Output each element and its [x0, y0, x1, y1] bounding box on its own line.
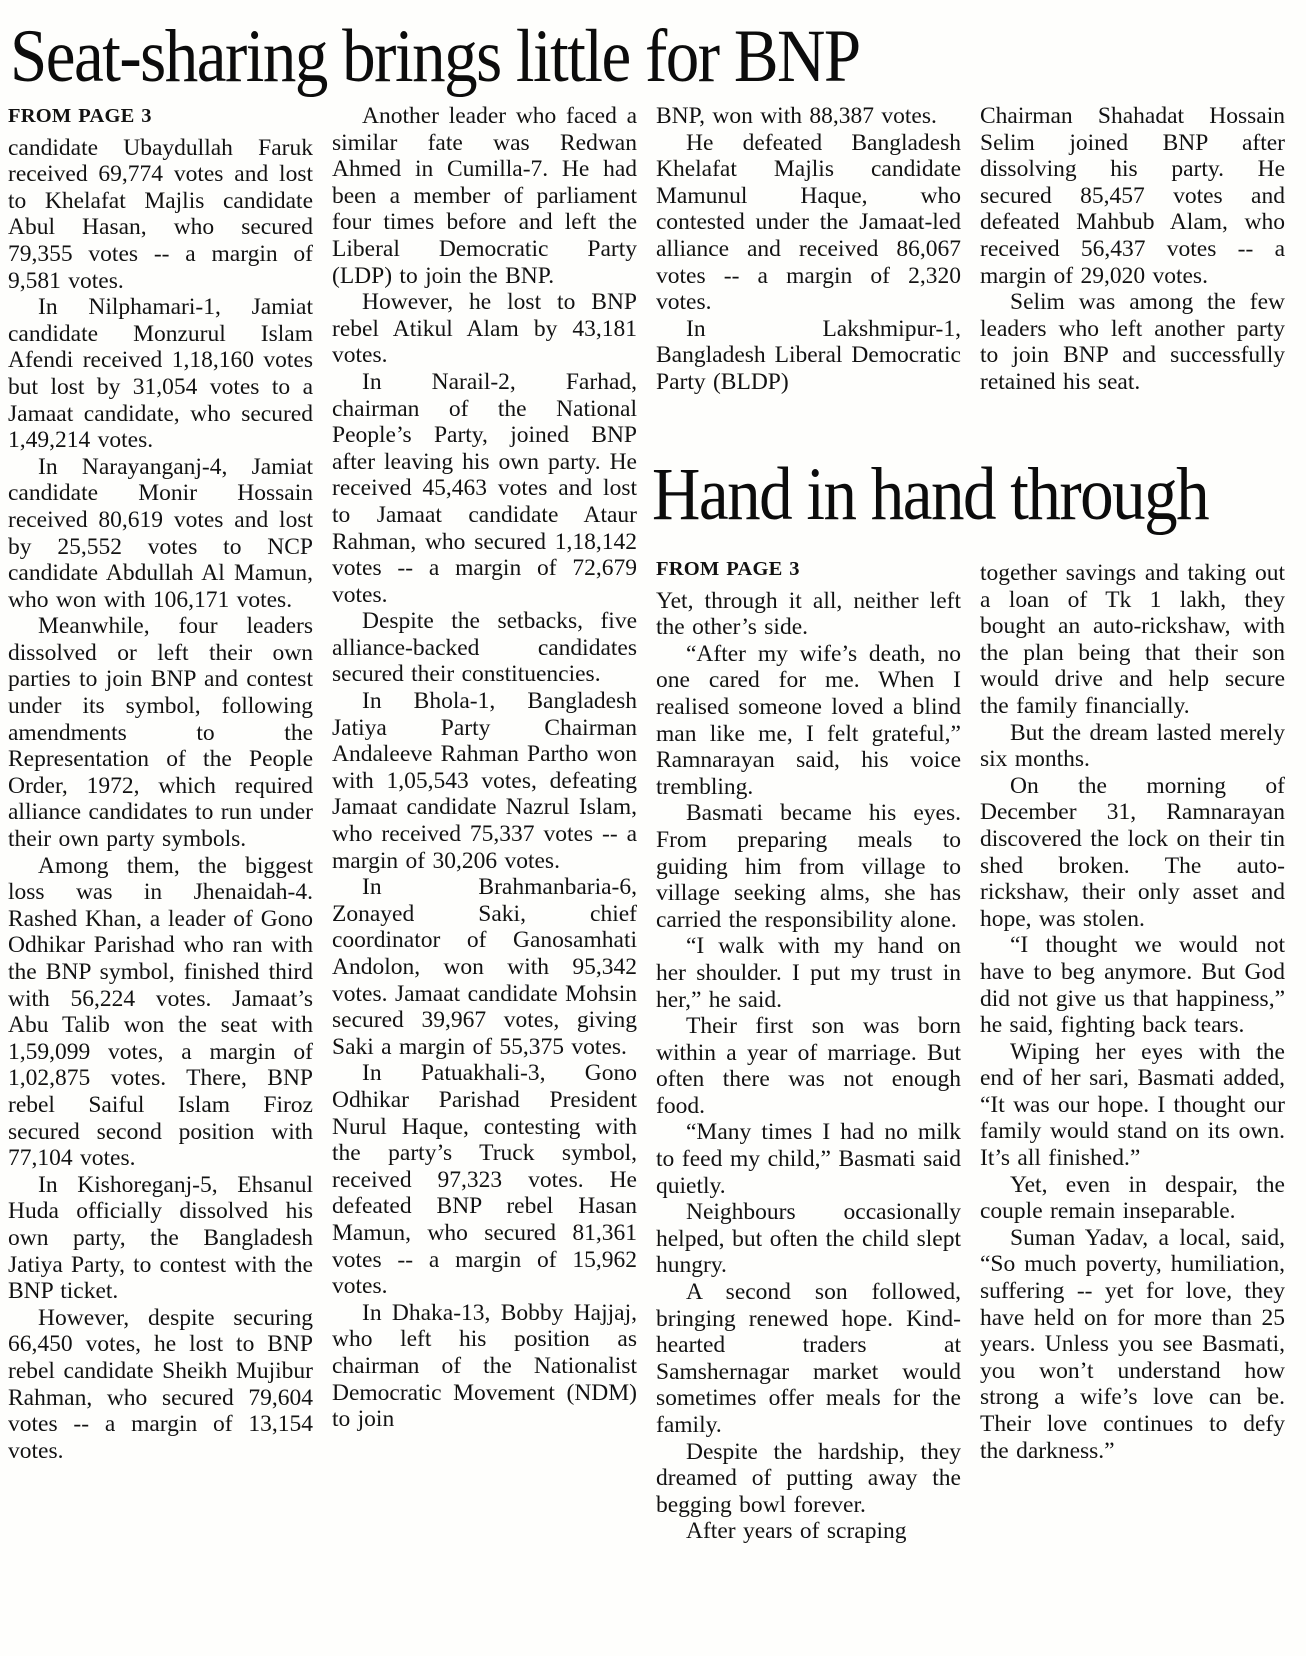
- article1-frompage-label: FROM PAGE 3: [8, 105, 152, 127]
- paragraph: In Narayanganj-4, Jamiat candidate Monir Hossain received 80,619 votes and lost by 25,552 votes to NCP candidate Abdullah Al Mamun, who won with 106,171 votes.: [8, 453, 313, 613]
- article1-column-3: [656, 103, 961, 396]
- paragraph: In Narail-2, Farhad, chairman of the National People’s Party, joined BNP after leaving his own party. He received 45,463 votes and lost to Jamaat candidate Ataur Rahman, who secured 1,18,142 votes -- a margin of 72,679 votes.: [332, 368, 637, 608]
- paragraph: In Patuakhali-3, Gono Odhikar Parishad President Nurul Haque, contesting with the party’s Truck symbol, received 97,323 votes. He defeated BNP rebel Hasan Mamun, who secured 81,361 votes -- a margin of 15,962 votes.: [332, 1060, 637, 1300]
- article1-column-1-text: [8, 135, 313, 1465]
- paragraph: “I thought we would not have to beg anymore. But God did not give us that happiness,” he said, fighting back tears.: [980, 932, 1285, 1039]
- paragraph: Yet, even in despair, the couple remain inseparable.: [980, 1171, 1285, 1225]
- paragraph: In Nilphamari-1, Jamiat candidate Monzurul Islam Afendi received 1,18,160 votes but lost by 31,054 votes to a Jamaat candidate, who secured 1,49,214 votes.: [8, 294, 313, 454]
- paragraph: Despite the hardship, they dreamed of putting away the begging bowl forever.: [656, 1438, 961, 1518]
- paragraph: “Many times I had no milk to feed my child,” Basmati said quietly.: [656, 1119, 961, 1199]
- paragraph: In Dhaka-13, Bobby Hajjaj, who left his position as chairman of the Nationalist Democratic Movement (NDM) to join: [332, 1299, 637, 1433]
- paragraph: Chairman Shahadat Hossain Selim joined BNP after dissolving his party. He secured 85,457 votes and defeated Mahbub Alam, who received 56,437 votes -- a margin of 29,020 votes.: [980, 103, 1285, 289]
- paragraph: In Lakshmipur-1, Bangladesh Liberal Democratic Party (BLDP): [656, 315, 961, 395]
- article1-column-2: [332, 103, 637, 1433]
- paragraph: Another leader who faced a similar fate was Redwan Ahmed in Cumilla-7. He had been a member of parliament four times before and left the Liberal Democratic Party (LDP) to join the BNP.: [332, 103, 637, 289]
- paragraph: But the dream lasted merely six months.: [980, 719, 1285, 773]
- paragraph: candidate Ubaydullah Faruk received 69,774 votes and lost to Khelafat Majlis candidate Abul Hasan, who secured 79,355 votes -- a margin of 9,581 votes.: [8, 134, 313, 294]
- article1-column-2-text: [332, 103, 637, 1433]
- paragraph: Despite the setbacks, five alliance-backed candidates secured their constituencies.: [332, 608, 637, 688]
- paragraph: In Kishoreganj-5, Ehsanul Huda officially dissolved his own party, the Bangladesh Jatiya Party, to contest with the BNP ticket.: [8, 1171, 313, 1305]
- paragraph: Neighbours occasionally helped, but often the child slept hungry.: [656, 1199, 961, 1279]
- article2-column-2-text: [980, 560, 1285, 1464]
- paragraph: Among them, the biggest loss was in Jhenaidah-4. Rashed Khan, a leader of Gono Odhikar Parishad who ran with the BNP symbol, finished third with 56,224 votes. Jamaat’s Abu Talib won the seat with 1,59,099 votes, a margin of 1,02,875 votes. There, BNP rebel Saiful Islam Firoz secured second position with 77,104 votes.: [8, 852, 313, 1172]
- article1-column-4-text: [980, 103, 1285, 396]
- article2-headline: Hand in hand through: [652, 453, 1209, 536]
- paragraph: “After my wife’s death, no one cared for me. When I realised someone loved a blind man like me, I felt grateful,” Ramnarayan said, his voice trembling.: [656, 640, 961, 800]
- paragraph: “I walk with my hand on her shoulder. I put my trust in her,” he said.: [656, 933, 961, 1013]
- paragraph: Meanwhile, four leaders dissolved or left their own parties to join BNP and contest under its symbol, following amendments to the Representation of the People Order, 1972, which required alliance candidates to run under their own party symbols.: [8, 613, 313, 853]
- article1-column-1: [8, 103, 313, 1464]
- article1-column-3-text: [656, 103, 961, 396]
- paragraph: In Bhola-1, Bangladesh Jatiya Party Chairman Andaleeve Rahman Partho won with 1,05,543 votes, defeating Jamaat candidate Nazrul Islam, who received 75,337 votes -- a margin of 30,206 votes.: [332, 688, 637, 874]
- paragraph: In Brahmanbaria-6, Zonayed Saki, chief coordinator of Ganosamhati Andolon, won with 95,342 votes. Jamaat candidate Mohsin secured 39,967 votes, giving Saki a margin of 55,375 votes.: [332, 874, 637, 1060]
- paragraph: Basmati became his eyes. From preparing meals to guiding him from village to village seeking alms, she has carried the responsibility alone.: [656, 800, 961, 933]
- paragraph: On the morning of December 31, Ramnarayan discovered the lock on their tin shed broken. The auto-rickshaw, their only asset and hope, was stolen.: [980, 772, 1285, 932]
- article2-frompage-label: FROM PAGE 3: [656, 558, 800, 580]
- paragraph: together savings and taking out a loan of Tk 1 lakh, they bought an auto-rickshaw, with the plan being that their son would drive and help secure the family financially.: [980, 560, 1285, 719]
- paragraph: Wiping her eyes with the end of her sari, Basmati added, “It was our hope. I thought our family would stand on its own. It’s all finished.”: [980, 1038, 1285, 1172]
- paragraph: BNP, won with 88,387 votes.: [656, 103, 937, 129]
- article1-headline: Seat-sharing brings little for BNP: [10, 15, 860, 98]
- paragraph: Yet, through it all, neither left the other’s side.: [656, 587, 961, 641]
- paragraph: He defeated Bangladesh Khelafat Majlis candidate Mamunul Haque, who contested under the Jamaat-led alliance and received 86,067 votes -- a margin of 2,320 votes.: [656, 129, 961, 316]
- article2-column-2: [980, 560, 1285, 1464]
- paragraph: Suman Yadav, a local, said, “So much poverty, humiliation, suffering -- yet for love, they have held on for more than 25 years. Unless you see Basmati, you won’t understand how strong a wife’s love can be. Their love continues to defy the darkness.”: [980, 1224, 1285, 1464]
- paragraph: After years of scraping: [686, 1518, 907, 1545]
- paragraph: Selim was among the few leaders who left another party to join BNP and successfully retained his seat.: [980, 289, 1285, 395]
- paragraph: A second son followed, bringing renewed hope. Kind-hearted traders at Samshernagar market would sometimes offer meals for the family.: [656, 1279, 961, 1438]
- paragraph: However, he lost to BNP rebel Atikul Alam by 43,181 votes.: [332, 289, 637, 369]
- paragraph: However, despite securing 66,450 votes, he lost to BNP rebel candidate Sheikh Mujibur Rahman, who secured 79,604 votes -- a margin of 13,154 votes.: [8, 1304, 313, 1464]
- article1-column-4: [980, 103, 1285, 396]
- paragraph: Their first son was born within a year of marriage. But often there was not enough food.: [656, 1013, 961, 1119]
- article2-column-1: [656, 556, 961, 1545]
- article2-column-1-text: [656, 588, 961, 1545]
